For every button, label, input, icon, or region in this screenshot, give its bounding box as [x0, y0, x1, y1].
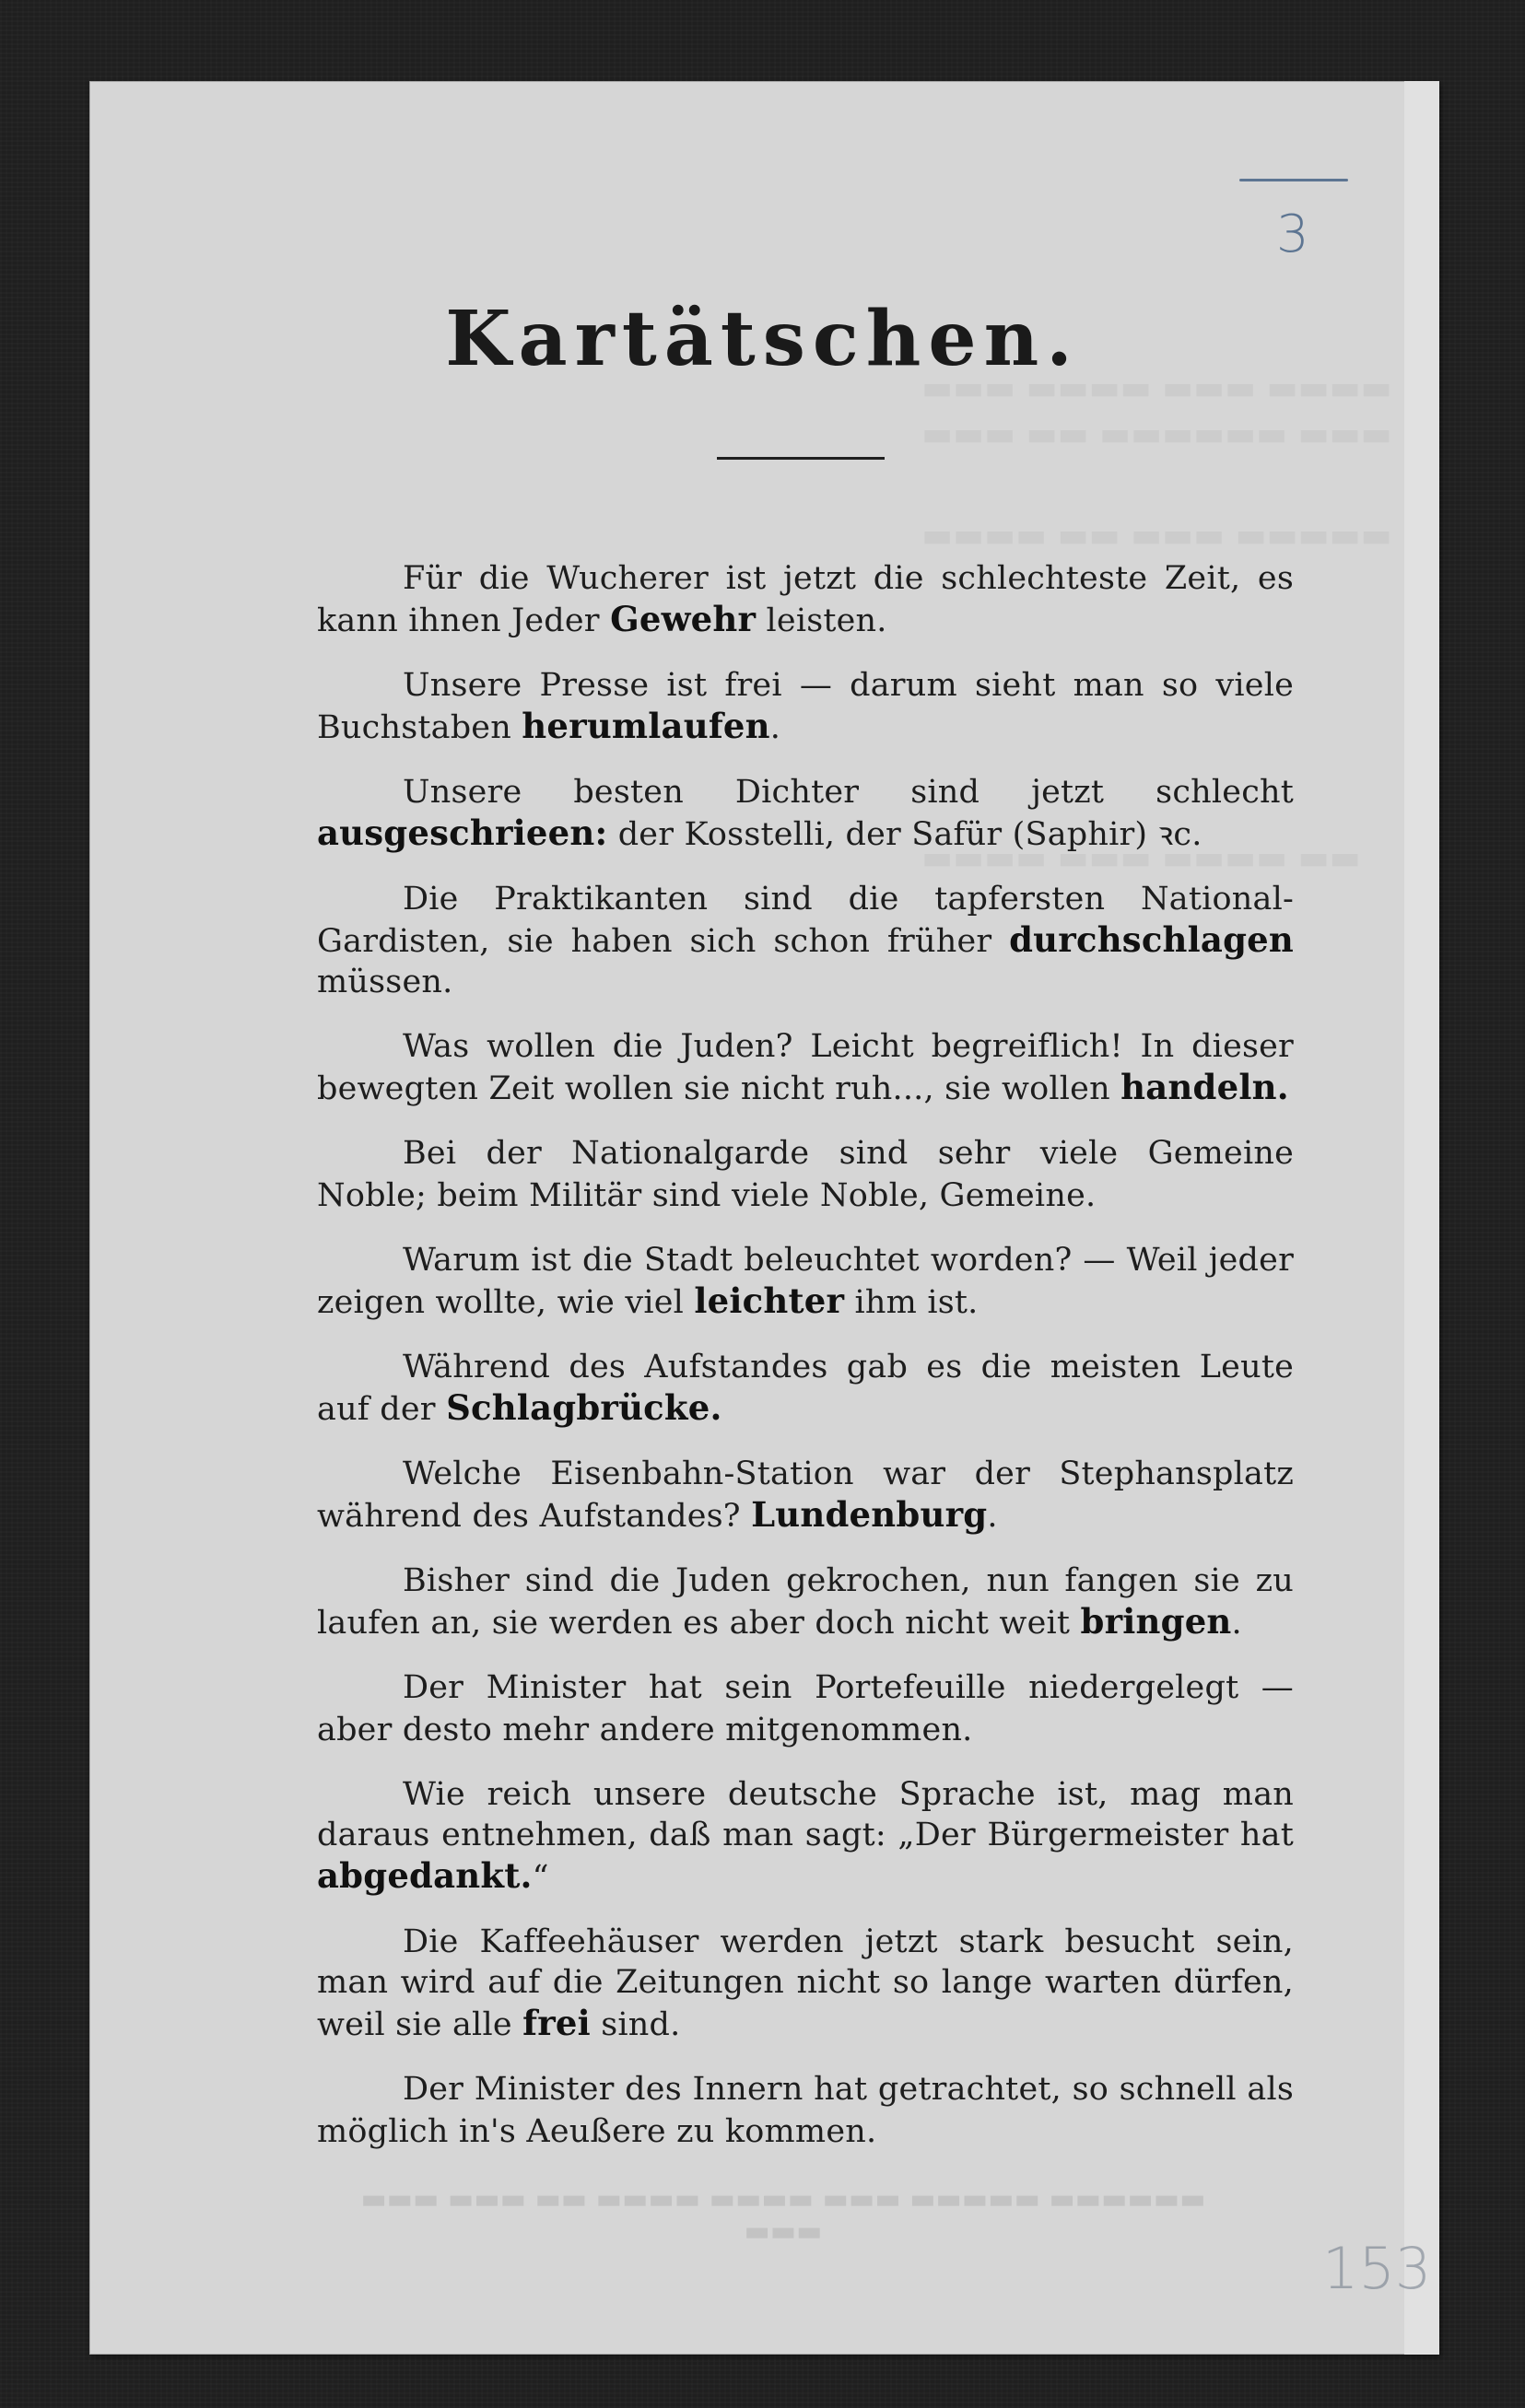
title-underline — [717, 457, 885, 460]
show-through-text: ▬▬▬▬ ▬▬▬ ▬▬▬▬ ▬▬ — [921, 839, 1361, 877]
joke-paragraph — [317, 1133, 1294, 1216]
joke-paragraph — [317, 1667, 1294, 1750]
joke-emphasis: Gewehr — [610, 599, 757, 639]
joke-text-end: “ — [532, 1859, 549, 1896]
show-through-text: ▬▬▬ ▬▬▬▬ ▬▬▬ ▬▬▬▬ — [921, 369, 1392, 407]
joke-text-end: ihm ist. — [844, 1284, 979, 1321]
printer-imprint: ▬▬▬ ▬▬▬ ▬▬ ▬▬▬▬ ▬▬▬▬ ▬▬▬ ▬▬▬▬▬ ▬▬▬▬▬▬ ▬▬▬ — [360, 2183, 1206, 2248]
joke-paragraph — [317, 879, 1294, 1002]
joke-emphasis: leichter — [694, 1280, 845, 1321]
joke-paragraph — [317, 1561, 1294, 1643]
joke-text-end: . — [769, 709, 781, 746]
joke-paragraph — [317, 1922, 1294, 2045]
show-through-text: ▬▬▬▬ ▬▬ ▬▬▬ ▬▬▬▬▬ — [921, 517, 1392, 555]
joke-text-end: . — [987, 1498, 998, 1535]
joke-text: Während des Aufstandes gab es die meisten Leute auf der — [317, 1349, 1294, 1428]
joke-emphasis: Lundenburg — [751, 1494, 988, 1535]
joke-paragraph — [317, 665, 1294, 748]
joke-text: Bei der Nationalgarde sind sehr viele Gemeine Noble; beim Militär sind viele Noble, Gemeine. — [317, 1135, 1294, 1214]
joke-text-end: der Kosstelli, der Safür (Saphir) ꝛc. — [607, 816, 1202, 853]
page-title: Kartätschen. — [445, 295, 1080, 383]
joke-text: Bisher sind die Juden gekrochen, nun fangen sie zu laufen an, sie werden es aber doch nicht weit — [317, 1562, 1294, 1642]
joke-text-end: sind. — [590, 2006, 681, 2043]
paper-edge — [1404, 81, 1439, 2355]
joke-paragraph — [317, 2069, 1294, 2152]
joke-text: Unsere Presse ist frei — darum sieht man so viele Buchstaben — [317, 667, 1294, 746]
joke-emphasis: ausgeschrieen: — [317, 812, 608, 853]
joke-text: Die Kaffeehäuser werden jetzt stark besucht sein, man wird auf die Zeitungen nicht so lange warten dürfen, weil sie alle — [317, 1923, 1294, 2043]
corner-mark: 3 — [1276, 205, 1309, 264]
joke-text: Der Minister hat sein Portefeuille niedergelegt — aber desto mehr andere mitgenommen. — [317, 1669, 1294, 1748]
joke-emphasis: frei — [522, 2003, 591, 2043]
joke-list — [317, 558, 1294, 2176]
joke-text-end: müssen. — [317, 964, 453, 1000]
corner-rule — [1239, 179, 1348, 181]
joke-emphasis: handeln. — [1120, 1067, 1289, 1107]
joke-text: Für die Wucherer ist jetzt die schlechteste Zeit, es kann ihnen Jeder — [317, 560, 1294, 639]
show-through-text: ▬▬▬ ▬▬ ▬▬▬▬▬▬ ▬▬▬ — [921, 415, 1392, 453]
joke-paragraph — [317, 558, 1294, 641]
joke-text: Warum ist die Stadt beleuchtet worden? — Weil jeder zeigen wollte, wie viel — [317, 1242, 1294, 1321]
joke-paragraph — [317, 1454, 1294, 1537]
shelf-mark: 153 — [1322, 2235, 1432, 2302]
joke-text: Der Minister des Innern hat getrachtet, so schnell als möglich in's Aeußere zu kommen. — [317, 2071, 1294, 2150]
joke-emphasis: Schlagbrücke. — [446, 1387, 722, 1428]
joke-text: Was wollen die Juden? Leicht begreiflich! In dieser bewegten Zeit wollen sie nicht ruh..., sie wollen — [317, 1028, 1294, 1107]
joke-text: Die Praktikanten sind die tapfersten National-Gardisten, sie haben sich schon früher — [317, 881, 1294, 960]
joke-emphasis: herumlaufen — [522, 706, 770, 746]
joke-emphasis: bringen — [1080, 1601, 1232, 1642]
joke-text: Unsere besten Dichter sind jetzt schlecht — [403, 774, 1294, 811]
joke-paragraph — [317, 1240, 1294, 1323]
joke-text-end: leisten. — [756, 602, 887, 639]
joke-paragraph — [317, 772, 1294, 855]
joke-text: Wie reich unsere deutsche Sprache ist, mag man daraus entnehmen, daß man sagt: „Der Bürgermeister hat — [317, 1776, 1294, 1853]
joke-emphasis: abgedankt. — [317, 1855, 533, 1896]
joke-paragraph — [317, 1774, 1294, 1898]
joke-text-end: . — [1231, 1605, 1242, 1642]
joke-paragraph — [317, 1026, 1294, 1109]
joke-paragraph — [317, 1347, 1294, 1430]
joke-text: Welche Eisenbahn-Station war der Stephansplatz während des Aufstandes? — [317, 1455, 1294, 1535]
joke-emphasis: durchschlagen — [1009, 919, 1294, 960]
